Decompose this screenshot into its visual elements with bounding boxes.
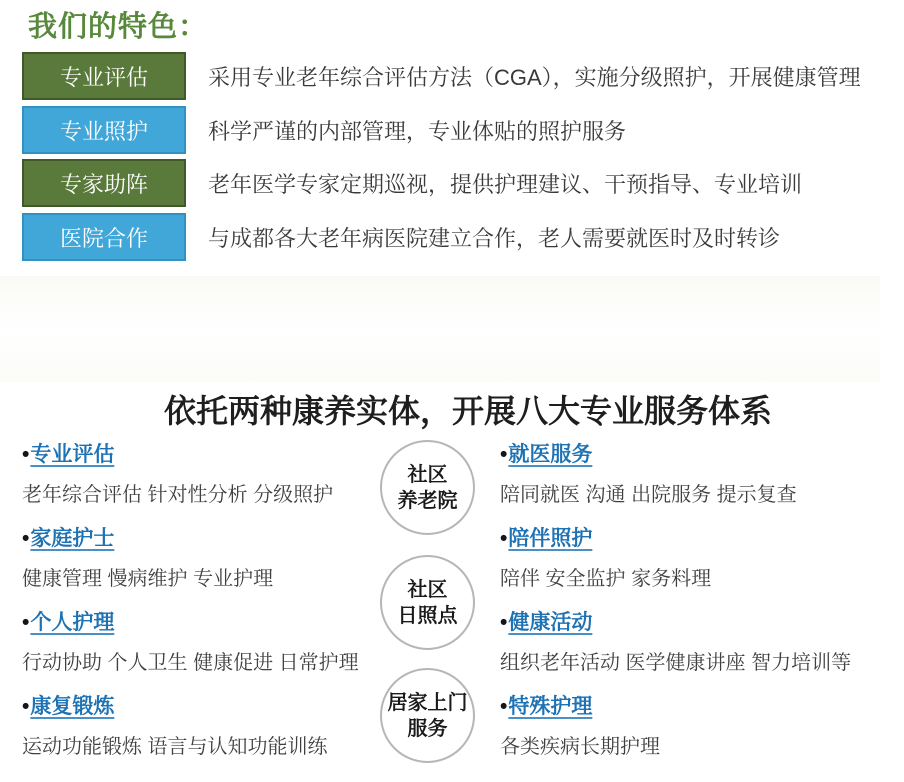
- feature-desc-professional-assessment: 采用专业老年综合评估方法（CGA），实施分级照护，开展健康管理: [208, 64, 861, 90]
- badge-professional-care: 专业照护: [22, 106, 186, 154]
- service-desc-personal-care: 行动协助 个人卫生 健康促进 日常护理: [22, 652, 359, 674]
- services-column-left: [22, 443, 377, 779]
- bullet-icon: •: [500, 527, 508, 550]
- circle-home-visit-service: [380, 668, 475, 763]
- service-link-personal-care[interactable]: 个人护理: [30, 611, 115, 634]
- service-desc-special-care: 各类疾病长期护理: [500, 736, 660, 758]
- features-heading: 我们的特色：: [28, 11, 209, 43]
- service-link-assessment[interactable]: 专业评估: [30, 443, 115, 466]
- circle-label-line2: 养老院: [397, 489, 458, 512]
- service-desc-rehab: 运动功能锻炼 语言与认知功能训练: [22, 736, 328, 758]
- service-entity-circles: [380, 440, 475, 763]
- service-heading-medical-escort: [500, 443, 904, 467]
- service-heading-assessment: [22, 443, 377, 467]
- bullet-icon: •: [22, 611, 30, 634]
- feature-desc-professional-care: 科学严谨的内部管理，专业体贴的照护服务: [208, 118, 627, 144]
- circle-label-line2: 日照点: [397, 604, 458, 627]
- service-link-medical-escort[interactable]: 就医服务: [508, 443, 593, 466]
- bullet-icon: •: [22, 695, 30, 718]
- badge-expert-support: 专家助阵: [22, 159, 186, 207]
- service-heading-health-activities: [500, 611, 904, 635]
- service-desc-home-nurse: 健康管理 慢病维护 专业护理: [22, 568, 274, 590]
- service-link-health-activities[interactable]: 健康活动: [508, 611, 593, 634]
- feature-desc-expert-support: 老年医学专家定期巡视，提供护理建议、干预指导、专业培训: [208, 171, 803, 197]
- background-tint: [0, 276, 880, 382]
- bullet-icon: •: [22, 527, 30, 550]
- feature-row-professional-care: [22, 106, 626, 154]
- service-item-medical-escort: [500, 443, 904, 527]
- service-heading-companion-care: [500, 527, 904, 551]
- service-link-companion-care[interactable]: 陪伴照护: [508, 527, 593, 550]
- circle-label-line1: 社区: [407, 578, 448, 601]
- service-item-companion-care: [500, 527, 904, 611]
- service-item-health-activities: [500, 611, 904, 695]
- service-link-special-care[interactable]: 特殊护理: [508, 695, 593, 718]
- bullet-icon: •: [500, 695, 508, 718]
- service-heading-home-nurse: [22, 527, 377, 551]
- service-heading-rehab: [22, 695, 377, 719]
- services-title: 依托两种康养实体，开展八大专业服务体系: [163, 393, 772, 429]
- badge-professional-assessment: 专业评估: [22, 52, 186, 100]
- circle-label-line2: 服务: [407, 717, 448, 740]
- bullet-icon: •: [500, 611, 508, 634]
- circle-label-line1: 社区: [407, 463, 448, 486]
- circle-label-line1: 居家上门: [387, 691, 468, 714]
- service-desc-assessment: 老年综合评估 针对性分析 分级照护: [22, 484, 334, 506]
- bullet-icon: •: [500, 443, 508, 466]
- bullet-icon: •: [22, 443, 30, 466]
- feature-desc-hospital-cooperation: 与成都各大老年病医院建立合作，老人需要就医时及时转诊: [208, 225, 781, 251]
- service-heading-personal-care: [22, 611, 377, 635]
- badge-hospital-cooperation: 医院合作: [22, 213, 186, 261]
- circle-community-daycare: [380, 555, 475, 650]
- services-column-right: [500, 443, 904, 779]
- service-heading-special-care: [500, 695, 904, 719]
- service-item-home-nurse: [22, 527, 377, 611]
- service-item-rehab: [22, 695, 377, 779]
- service-link-rehab[interactable]: 康复锻炼: [30, 695, 115, 718]
- service-desc-companion-care: 陪伴 安全监护 家务料理: [500, 568, 712, 590]
- feature-row-professional-assessment: [22, 52, 861, 100]
- service-item-special-care: [500, 695, 904, 779]
- feature-row-hospital-cooperation: [22, 213, 780, 261]
- service-desc-medical-escort: 陪同就医 沟通 出院服务 提示复查: [500, 484, 797, 506]
- feature-row-expert-support: [22, 159, 802, 207]
- service-desc-health-activities: 组织老年活动 医学健康讲座 智力培训等: [500, 652, 852, 674]
- service-item-personal-care: [22, 611, 377, 695]
- service-item-assessment: [22, 443, 377, 527]
- service-link-home-nurse[interactable]: 家庭护士: [30, 527, 115, 550]
- circle-community-nursing-home: [380, 440, 475, 535]
